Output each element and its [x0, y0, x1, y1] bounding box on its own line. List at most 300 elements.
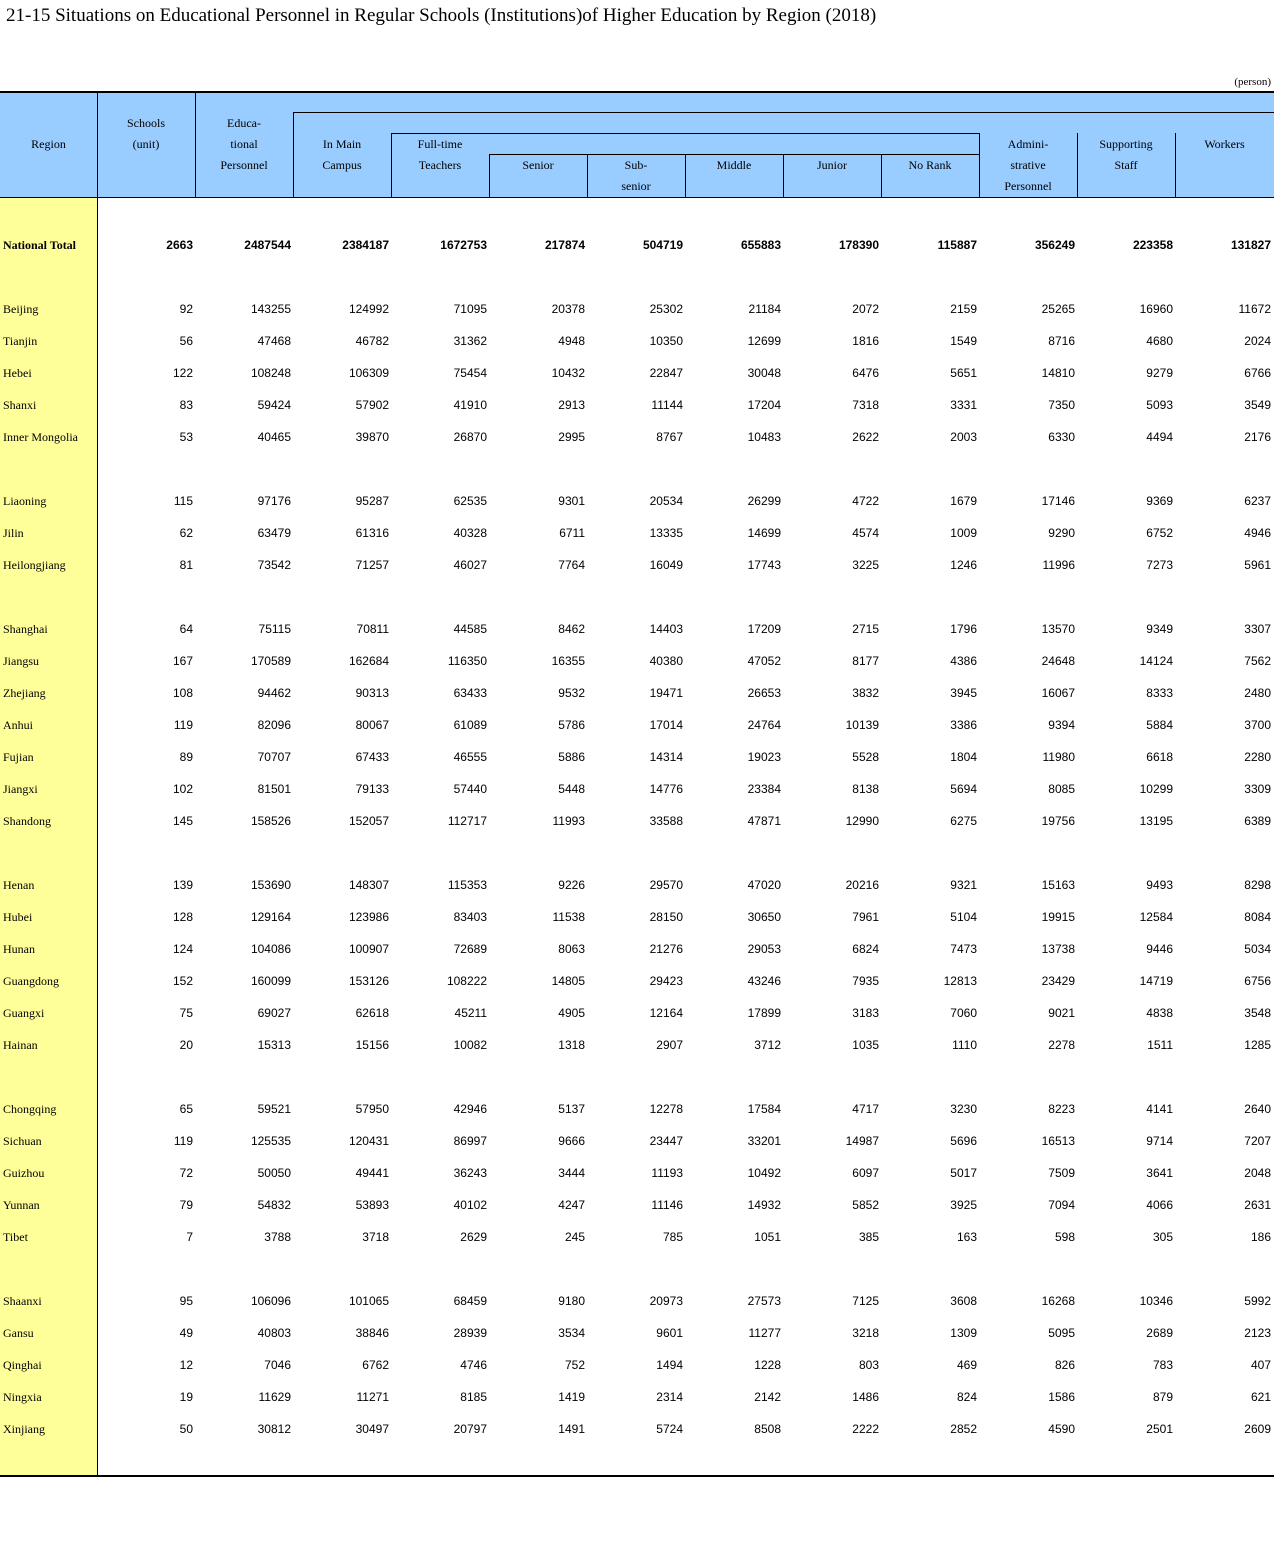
table-cell: 21276 [649, 942, 683, 956]
region-name: Yunnan [3, 1198, 40, 1212]
table-cell: 803 [858, 1358, 879, 1372]
table-cell: 44585 [453, 622, 487, 636]
table-cell: 152 [172, 974, 193, 988]
table-cell: 4247 [558, 1198, 585, 1212]
table-cell: 12278 [649, 1102, 683, 1116]
table-cell: 3444 [558, 1166, 585, 1180]
table-cell: 12584 [1139, 910, 1173, 924]
region-name: Chongqing [3, 1102, 57, 1116]
table-cell: 5034 [1244, 942, 1271, 956]
region-name: Anhui [3, 718, 33, 732]
table-cell: 2663 [166, 238, 193, 252]
table-cell: 7046 [264, 1358, 291, 1372]
table-cell: 2622 [852, 430, 879, 444]
table-cell: 3386 [950, 718, 977, 732]
table-cell: 125535 [250, 1134, 291, 1148]
table-cell: 5852 [852, 1198, 879, 1212]
table-cell: 89 [179, 750, 193, 764]
table-cell: 11672 [1238, 302, 1271, 316]
table-cell: 598 [1054, 1230, 1075, 1244]
table-cell: 3718 [362, 1230, 389, 1244]
table-cell: 7273 [1146, 558, 1173, 572]
region-name: Hunan [3, 942, 35, 956]
table-cell: 3549 [1244, 398, 1271, 412]
table-cell: 112717 [447, 814, 487, 828]
table-cell: 1816 [852, 334, 879, 348]
table-cell: 2609 [1244, 1422, 1271, 1436]
table-cell: 1511 [1147, 1038, 1173, 1052]
table-cell: 10350 [649, 334, 683, 348]
table-cell: 46555 [453, 750, 487, 764]
table-cell: 65 [179, 1102, 193, 1116]
table-cell: 4838 [1146, 1006, 1173, 1020]
table-top-border [0, 91, 1274, 93]
table-cell: 6275 [950, 814, 977, 828]
table-cell: 1419 [558, 1390, 585, 1404]
table-cell: 14124 [1139, 654, 1173, 668]
table-cell: 28939 [453, 1326, 487, 1340]
table-cell: 7509 [1048, 1166, 1075, 1180]
table-cell: 75 [179, 1006, 193, 1020]
table-cell: 1285 [1244, 1038, 1271, 1052]
table-cell: 9493 [1146, 878, 1173, 892]
table-cell: 1491 [558, 1422, 585, 1436]
region-name: Zhejiang [3, 686, 46, 700]
table-cell: 47871 [747, 814, 781, 828]
header-fulltime-teachers: Full-time Teachers [417, 137, 463, 172]
table-cell: 57950 [355, 1102, 389, 1116]
header-workers: Workers [1204, 137, 1245, 151]
table-cell: 10346 [1139, 1294, 1173, 1308]
table-cell: 4680 [1146, 334, 1173, 348]
table-cell: 49 [179, 1326, 193, 1340]
table-cell: 20378 [551, 302, 585, 316]
table-cell: 826 [1054, 1358, 1075, 1372]
table-cell: 223358 [1132, 238, 1173, 252]
table-cell: 9349 [1146, 622, 1173, 636]
table-cell: 57440 [453, 782, 487, 796]
table-cell: 1309 [950, 1326, 977, 1340]
table-cell: 106096 [250, 1294, 291, 1308]
table-cell: 81501 [257, 782, 291, 796]
region-name: Jiangxi [3, 782, 38, 796]
table-cell: 20216 [845, 878, 879, 892]
table-cell: 5448 [558, 782, 585, 796]
table-cell: 5093 [1146, 398, 1173, 412]
table-cell: 9369 [1146, 494, 1173, 508]
table-cell: 4946 [1244, 526, 1271, 540]
table-cell: 72 [179, 1166, 193, 1180]
table-cell: 19471 [649, 686, 683, 700]
table-cell: 9601 [656, 1326, 683, 1340]
table-cell: 47052 [747, 654, 781, 668]
table-cell: 16067 [1041, 686, 1075, 700]
table-cell: 2995 [558, 430, 585, 444]
table-cell: 143255 [250, 302, 291, 316]
table-cell: 29423 [649, 974, 683, 988]
table-cell: 67433 [355, 750, 389, 764]
table-cell: 7562 [1244, 654, 1271, 668]
table-cell: 5961 [1244, 558, 1271, 572]
table-cell: 8084 [1244, 910, 1271, 924]
region-name: Guangdong [3, 974, 59, 988]
table-cell: 11629 [258, 1390, 291, 1404]
region-name: National Total [3, 238, 77, 252]
table-cell: 11277 [748, 1326, 781, 1340]
table-cell: 2048 [1244, 1166, 1271, 1180]
header-main-campus: In Main Campus [322, 137, 362, 172]
table-cell: 2278 [1048, 1038, 1075, 1052]
table-cell: 59424 [257, 398, 291, 412]
region-name: Henan [3, 878, 35, 892]
table-cell: 3230 [950, 1102, 977, 1116]
table-cell: 145 [172, 814, 193, 828]
table-cell: 46782 [355, 334, 389, 348]
table-cell: 15163 [1041, 878, 1075, 892]
table-cell: 9301 [558, 494, 585, 508]
table-cell: 9394 [1048, 718, 1075, 732]
header-rule-1 [293, 112, 1274, 113]
region-name: Gansu [3, 1326, 34, 1340]
table-cell: 17743 [747, 558, 781, 572]
table-cell: 17204 [747, 398, 781, 412]
table-cell: 7125 [852, 1294, 879, 1308]
table-cell: 785 [662, 1230, 683, 1244]
table-cell: 71095 [453, 302, 487, 316]
table-cell: 20534 [649, 494, 683, 508]
table-cell: 30812 [257, 1422, 291, 1436]
region-name: Qinghai [3, 1358, 42, 1372]
page-title: 21-15 Situations on Educational Personnel in Regular Schools (Institutions)of Higher Education by Region (2018) [6, 5, 877, 26]
table-cell: 8462 [558, 622, 585, 636]
region-name: Tianjin [3, 334, 38, 348]
header-bottom-border [0, 197, 1274, 198]
table-cell: 7060 [950, 1006, 977, 1020]
table-cell: 6097 [852, 1166, 879, 1180]
table-cell: 29053 [747, 942, 781, 956]
table-cell: 1679 [950, 494, 977, 508]
table-cell: 6711 [559, 526, 585, 540]
table-cell: 9446 [1146, 942, 1173, 956]
header-senior: Senior [522, 158, 554, 172]
header-supporting-staff: Supporting Staff [1099, 137, 1153, 172]
table-cell: 407 [1250, 1358, 1271, 1372]
table-cell: 10299 [1139, 782, 1173, 796]
table-cell: 108222 [446, 974, 487, 988]
table-cell: 40328 [453, 526, 487, 540]
table-cell: 53893 [355, 1198, 389, 1212]
table-cell: 116350 [447, 654, 487, 668]
table-cell: 75454 [453, 366, 487, 380]
table-cell: 153690 [250, 878, 291, 892]
table-cell: 5104 [950, 910, 977, 924]
table-cell: 9532 [558, 686, 585, 700]
table-cell: 9226 [558, 878, 585, 892]
table-cell: 7961 [852, 910, 879, 924]
table-cell: 1549 [950, 334, 977, 348]
table-cell: 101065 [348, 1294, 389, 1308]
unit-label: (person) [1234, 76, 1271, 88]
table-cell: 26653 [747, 686, 781, 700]
table-cell: 82096 [257, 718, 291, 732]
table-cell: 5137 [558, 1102, 585, 1116]
table-cell: 160099 [250, 974, 291, 988]
table-cell: 1035 [852, 1038, 879, 1052]
table-cell: 50050 [257, 1166, 291, 1180]
table-cell: 3945 [950, 686, 977, 700]
region-name: Hebei [3, 366, 32, 380]
table-cell: 752 [564, 1358, 585, 1372]
table-cell: 70707 [257, 750, 291, 764]
table-cell: 24764 [747, 718, 781, 732]
table-cell: 10483 [747, 430, 781, 444]
table-cell: 1494 [656, 1358, 683, 1372]
table-cell: 10432 [551, 366, 585, 380]
table-cell: 3225 [852, 558, 879, 572]
table-cell: 131827 [1230, 238, 1271, 252]
table-cell: 14987 [845, 1134, 879, 1148]
region-name: Beijing [3, 302, 39, 316]
table-cell: 3534 [558, 1326, 585, 1340]
table-cell: 29570 [649, 878, 683, 892]
table-cell: 47020 [747, 878, 781, 892]
table-cell: 75115 [258, 622, 291, 636]
table-cell: 139 [172, 878, 193, 892]
table-cell: 108 [172, 686, 193, 700]
table-cell: 2123 [1244, 1326, 1271, 1340]
table-cell: 9714 [1146, 1134, 1173, 1148]
table-cell: 97176 [257, 494, 291, 508]
table-cell: 20973 [649, 1294, 683, 1308]
table-cell: 16268 [1041, 1294, 1075, 1308]
table-cell: 23447 [649, 1134, 683, 1148]
table-cell: 4494 [1146, 430, 1173, 444]
table-cell: 2631 [1244, 1198, 1271, 1212]
table-cell: 186 [1250, 1230, 1271, 1244]
table-cell: 120431 [348, 1134, 389, 1148]
table-cell: 92 [179, 302, 193, 316]
table-cell: 14403 [649, 622, 683, 636]
table-cell: 90313 [355, 686, 389, 700]
table-cell: 124 [172, 942, 193, 956]
table-cell: 4905 [558, 1006, 585, 1020]
table-cell: 1110 [952, 1038, 977, 1052]
table-cell: 13195 [1139, 814, 1173, 828]
data-table [0, 91, 1274, 1478]
table-cell: 3788 [264, 1230, 291, 1244]
table-cell: 19 [179, 1390, 193, 1404]
table-cell: 40380 [649, 654, 683, 668]
table-cell: 50 [179, 1422, 193, 1436]
table-cell: 8508 [754, 1422, 781, 1436]
table-cell: 19756 [1041, 814, 1075, 828]
table-cell: 124992 [348, 302, 389, 316]
region-name: Guizhou [3, 1166, 45, 1180]
table-cell: 30497 [355, 1422, 389, 1436]
table-cell: 356249 [1034, 238, 1075, 252]
table-cell: 61089 [453, 718, 487, 732]
table-cell: 12 [179, 1358, 193, 1372]
table-cell: 15313 [257, 1038, 291, 1052]
table-cell: 5651 [950, 366, 977, 380]
table-cell: 6618 [1146, 750, 1173, 764]
table-cell: 167 [172, 654, 193, 668]
table-cell: 4722 [852, 494, 879, 508]
table-cell: 30650 [747, 910, 781, 924]
table-cell: 6330 [1048, 430, 1075, 444]
table-cell: 2629 [460, 1230, 487, 1244]
table-cell: 385 [858, 1230, 879, 1244]
table-cell: 57902 [355, 398, 389, 412]
header-region: Region [31, 137, 66, 151]
region-name: Shanxi [3, 398, 37, 412]
region-column-background [0, 197, 97, 1476]
table-cell: 23384 [747, 782, 781, 796]
table-cell: 3832 [852, 686, 879, 700]
table-cell: 40803 [257, 1326, 291, 1340]
region-name: Shanghai [3, 622, 48, 636]
table-cell: 2176 [1244, 430, 1271, 444]
table-cell: 5017 [950, 1166, 977, 1180]
table-cell: 783 [1152, 1358, 1173, 1372]
table-cell: 7094 [1048, 1198, 1075, 1212]
table-cell: 8085 [1048, 782, 1075, 796]
table-cell: 170589 [250, 654, 291, 668]
table-cell: 25302 [649, 302, 683, 316]
table-cell: 11538 [552, 910, 585, 924]
table-cell: 2384187 [342, 238, 389, 252]
table-cell: 3309 [1244, 782, 1271, 796]
table-cell: 123986 [348, 910, 389, 924]
table-cell: 27573 [747, 1294, 781, 1308]
table-cell: 19915 [1041, 910, 1075, 924]
table-cell: 72689 [453, 942, 487, 956]
region-name: Liaoning [3, 494, 47, 508]
table-cell: 14699 [747, 526, 781, 540]
table-cell: 11144 [651, 398, 683, 412]
table-cell: 16960 [1139, 302, 1173, 316]
table-cell: 7350 [1048, 398, 1075, 412]
table-cell: 5694 [950, 782, 977, 796]
table-cell: 6389 [1244, 814, 1271, 828]
table-cell: 8333 [1146, 686, 1173, 700]
table-cell: 9290 [1048, 526, 1075, 540]
table-cell: 46027 [453, 558, 487, 572]
table-cell: 64 [179, 622, 193, 636]
table-cell: 9279 [1146, 366, 1173, 380]
table-cell: 94462 [257, 686, 291, 700]
table-cell: 2314 [656, 1390, 683, 1404]
table-cell: 1586 [1048, 1390, 1075, 1404]
table-cell: 70811 [356, 622, 389, 636]
table-cell: 129164 [250, 910, 291, 924]
region-name: Hubei [3, 910, 33, 924]
table-cell: 68459 [453, 1294, 487, 1308]
table-cell: 11980 [1042, 750, 1075, 764]
table-cell: 217874 [544, 238, 585, 252]
table-cell: 10082 [453, 1038, 487, 1052]
table-cell: 41910 [453, 398, 487, 412]
table-cell: 21184 [748, 302, 781, 316]
table-cell: 12813 [943, 974, 977, 988]
table-cell: 20797 [453, 1422, 487, 1436]
table-cell: 14314 [649, 750, 683, 764]
table-cell: 1486 [852, 1390, 879, 1404]
region-name: Ningxia [3, 1390, 42, 1404]
table-cell: 305 [1152, 1230, 1173, 1244]
table-cell: 4066 [1146, 1198, 1173, 1212]
table-cell: 7318 [852, 398, 879, 412]
table-cell: 5992 [1244, 1294, 1271, 1308]
table-cell: 152057 [348, 814, 389, 828]
table-cell: 469 [956, 1358, 977, 1372]
table-cell: 9021 [1048, 1006, 1075, 1020]
region-name: Heilongjiang [3, 558, 66, 572]
table-cell: 162684 [348, 654, 389, 668]
table-cell: 7764 [558, 558, 585, 572]
table-cell: 1672753 [440, 238, 487, 252]
table-cell: 3700 [1244, 718, 1271, 732]
table-cell: 9180 [558, 1294, 585, 1308]
table-cell: 119 [173, 718, 193, 732]
table-cell: 4948 [558, 334, 585, 348]
table-cell: 59521 [257, 1102, 291, 1116]
table-cell: 2142 [754, 1390, 781, 1404]
region-name: Sichuan [3, 1134, 42, 1148]
table-cell: 36243 [453, 1166, 487, 1180]
table-cell: 53 [179, 430, 193, 444]
table-cell: 115887 [937, 238, 977, 252]
table-cell: 4590 [1048, 1422, 1075, 1436]
table-cell: 15156 [355, 1038, 389, 1052]
table-cell: 17014 [649, 718, 683, 732]
table-cell: 100907 [348, 942, 389, 956]
table-cell: 1318 [558, 1038, 585, 1052]
table-cell: 8185 [460, 1390, 487, 1404]
table-cell: 6476 [852, 366, 879, 380]
table-cell: 102 [172, 782, 193, 796]
table-cell: 2159 [950, 302, 977, 316]
region-name: Tibet [3, 1230, 28, 1244]
table-cell: 2280 [1244, 750, 1271, 764]
table-cell: 1804 [950, 750, 977, 764]
table-cell: 504719 [642, 238, 683, 252]
table-cell: 2640 [1244, 1102, 1271, 1116]
table-cell: 25265 [1041, 302, 1075, 316]
table-cell: 11996 [1042, 558, 1075, 572]
table-cell: 11993 [552, 814, 585, 828]
table-cell: 3641 [1146, 1166, 1173, 1180]
table-bottom-border [0, 1475, 1274, 1477]
table-cell: 2907 [656, 1038, 683, 1052]
table-cell: 2913 [558, 398, 585, 412]
table-cell: 7 [186, 1230, 193, 1244]
region-name: Inner Mongolia [3, 430, 78, 444]
table-cell: 33588 [649, 814, 683, 828]
table-cell: 1228 [754, 1358, 781, 1372]
table-cell: 128 [172, 910, 193, 924]
table-cell: 8177 [852, 654, 879, 668]
table-cell: 158526 [250, 814, 291, 828]
table-cell: 7935 [852, 974, 879, 988]
table-cell: 71257 [355, 558, 389, 572]
table-cell: 11146 [651, 1198, 683, 1212]
table-cell: 13738 [1041, 942, 1075, 956]
table-cell: 163 [956, 1230, 977, 1244]
table-cell: 83403 [453, 910, 487, 924]
table-cell: 8298 [1244, 878, 1271, 892]
region-divider [97, 91, 98, 1477]
